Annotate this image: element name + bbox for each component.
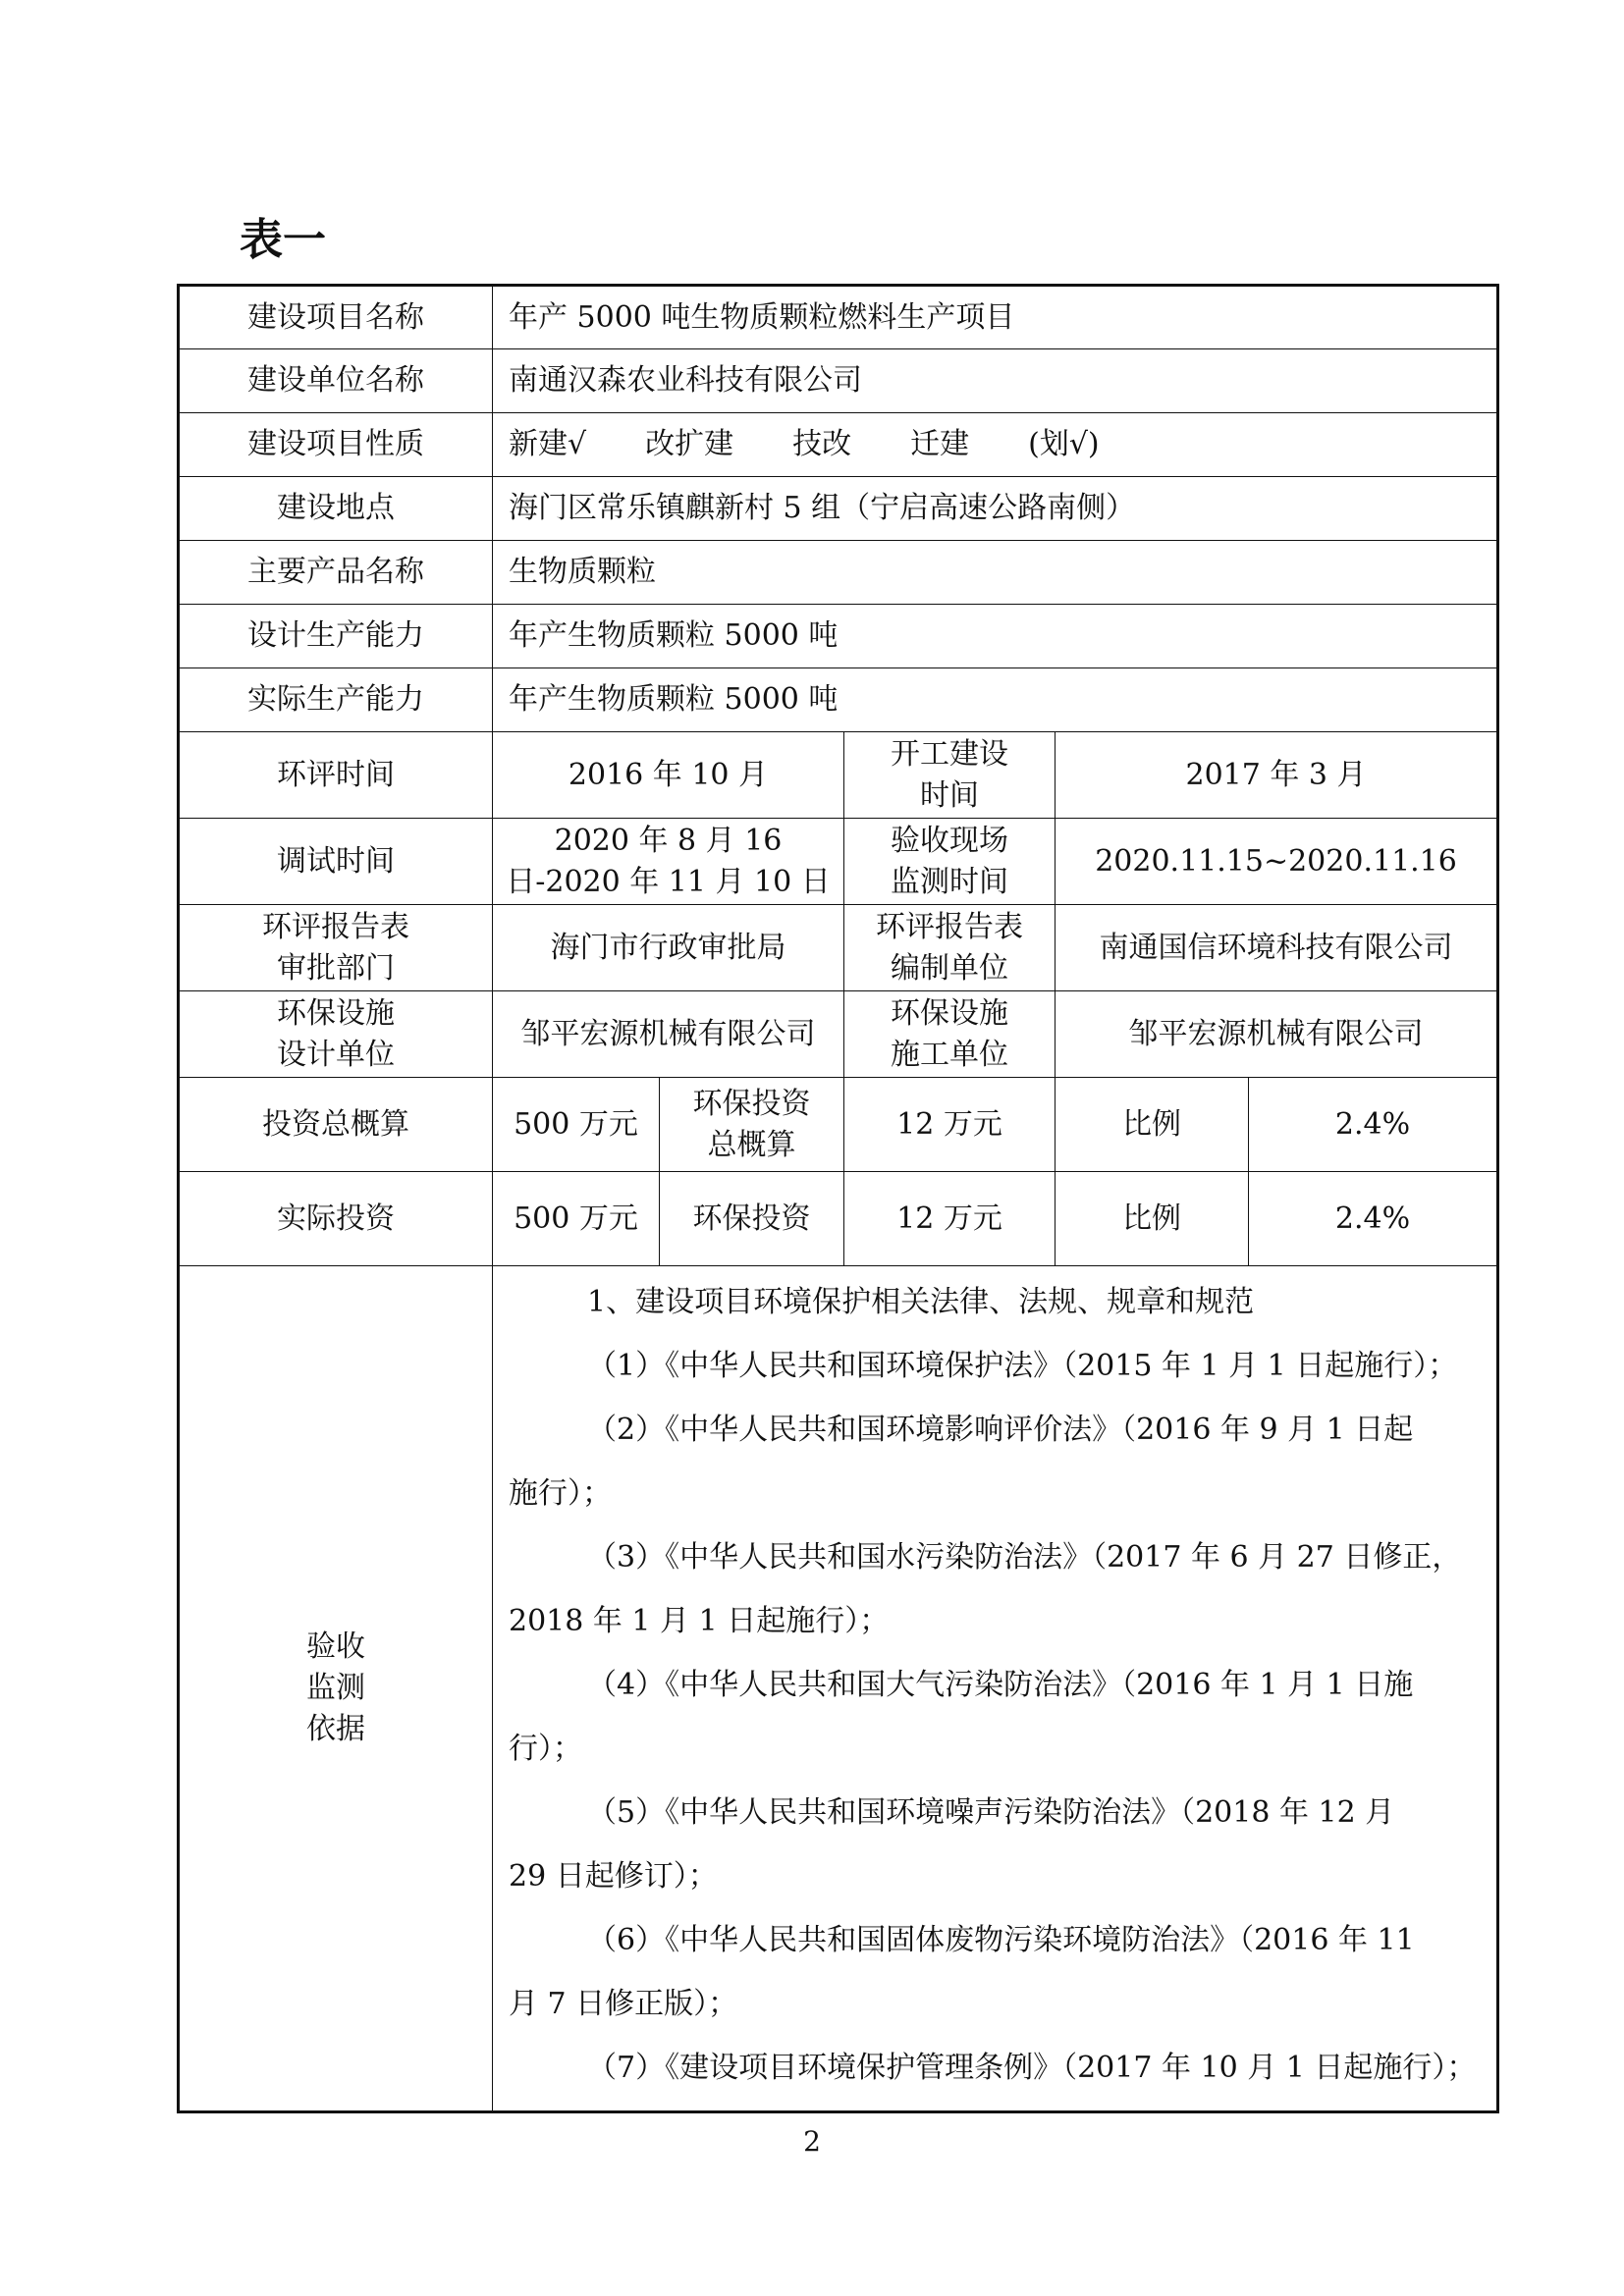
row-label: 验收现场监测时间: [844, 819, 1056, 905]
row-label: 比例: [1056, 1078, 1249, 1172]
table-row: [179, 1266, 1498, 2112]
row-label: 主要产品名称: [179, 541, 493, 605]
row-value: 2017 年 3 月: [1056, 732, 1498, 819]
row-value: 年产 5000 吨生物质颗粒燃料生产项目: [493, 286, 1498, 349]
row-label: 开工建设时间: [844, 732, 1056, 819]
table-row: [179, 1172, 1498, 1266]
row-label: 环评时间: [179, 732, 493, 819]
basis-line: （6）《中华人民共和国固体废物污染环境防治法》（2016 年 11: [587, 1923, 1415, 1957]
table-row: [179, 1078, 1498, 1172]
table-row: [179, 819, 1498, 905]
basis-line: （4）《中华人民共和国大气污染防治法》（2016 年 1 月 1 日施: [587, 1668, 1414, 1702]
basis-line: 月 7 日修正版）；: [509, 1987, 738, 2021]
row-value: 邹平宏源机械有限公司: [1056, 991, 1498, 1078]
table-row: [179, 413, 1498, 477]
row-value: 新建√ 改扩建 技改 迁建 (划√): [493, 413, 1498, 477]
basis-line: （3）《中华人民共和国水污染防治法》（2017 年 6 月 27 日修正，: [587, 1540, 1462, 1575]
row-value: 海门市行政审批局: [493, 905, 844, 991]
row-value: 2.4%: [1249, 1172, 1498, 1266]
row-value: 12 万元: [844, 1078, 1056, 1172]
row-value: 邹平宏源机械有限公司: [493, 991, 844, 1078]
row-value: 500 万元: [493, 1078, 660, 1172]
basis-line: 行）；: [509, 1732, 582, 1766]
basis-line: 2018 年 1 月 1 日起施行）；: [509, 1604, 890, 1638]
page-number: 2: [803, 2125, 821, 2158]
project-info-table: [177, 284, 1499, 2113]
row-label: 设计生产能力: [179, 605, 493, 668]
row-label: 环保投资总概算: [660, 1078, 844, 1172]
table-row: [179, 477, 1498, 541]
row-value: 生物质颗粒: [493, 541, 1498, 605]
table-row: [179, 286, 1498, 349]
table-row: [179, 541, 1498, 605]
row-label: 环保设施设计单位: [179, 991, 493, 1078]
row-label: 建设地点: [179, 477, 493, 541]
basis-line: （7）《建设项目环境保护管理条例》（2017 年 10 月 1 日起施行）；: [587, 2051, 1477, 2085]
row-value: 南通国信环境科技有限公司: [1056, 905, 1498, 991]
row-value: 2020 年 8 月 16 日-2020 年 11 月 10 日: [493, 819, 844, 905]
basis-line: 1、建设项目环境保护相关法律、法规、规章和规范: [587, 1285, 1255, 1319]
basis-line: （1）《中华人民共和国环境保护法》（2015 年 1 月 1 日起施行）；: [587, 1349, 1458, 1383]
table-row: [179, 605, 1498, 668]
row-label: 实际投资: [179, 1172, 493, 1266]
row-value: 南通汉森农业科技有限公司: [493, 349, 1498, 413]
table-row: [179, 349, 1498, 413]
basis-line: （5）《中华人民共和国环境噪声污染防治法》（2018 年 12 月: [587, 1795, 1395, 1830]
row-label: 实际生产能力: [179, 668, 493, 732]
table-row: [179, 732, 1498, 819]
basis-line: 施行）；: [509, 1476, 612, 1511]
row-value: 2016 年 10 月: [493, 732, 844, 819]
row-value: 12 万元: [844, 1172, 1056, 1266]
row-value: 2.4%: [1249, 1078, 1498, 1172]
basis-line: 29 日起修订）；: [509, 1859, 718, 1894]
row-label: 建设单位名称: [179, 349, 493, 413]
basis-content: [493, 1266, 1498, 2112]
row-label: 建设项目名称: [179, 286, 493, 349]
row-label: 环评报告表审批部门: [179, 905, 493, 991]
row-value: 年产生物质颗粒 5000 吨: [493, 668, 1498, 732]
row-value: 海门区常乐镇麒新村 5 组（宁启高速公路南侧）: [493, 477, 1498, 541]
row-label: 调试时间: [179, 819, 493, 905]
row-label: 环评报告表编制单位: [844, 905, 1056, 991]
row-label: 建设项目性质: [179, 413, 493, 477]
table-heading: 表一: [240, 215, 326, 265]
row-label: 投资总概算: [179, 1078, 493, 1172]
basis-label-line: 验收: [306, 1629, 365, 1664]
basis-label: [179, 1266, 493, 2112]
row-value: 2020.11.15~2020.11.16: [1056, 819, 1498, 905]
table-row: [179, 668, 1498, 732]
basis-line: （2）《中华人民共和国环境影响评价法》（2016 年 9 月 1 日起: [587, 1413, 1414, 1447]
basis-label-line: 依据: [306, 1712, 365, 1746]
table-row: [179, 991, 1498, 1078]
row-label: 环保投资: [660, 1172, 844, 1266]
row-label: 比例: [1056, 1172, 1249, 1266]
basis-label-line: 监测: [306, 1671, 365, 1705]
row-label: 环保设施施工单位: [844, 991, 1056, 1078]
table-row: [179, 905, 1498, 991]
row-value: 500 万元: [493, 1172, 660, 1266]
row-value: 年产生物质颗粒 5000 吨: [493, 605, 1498, 668]
